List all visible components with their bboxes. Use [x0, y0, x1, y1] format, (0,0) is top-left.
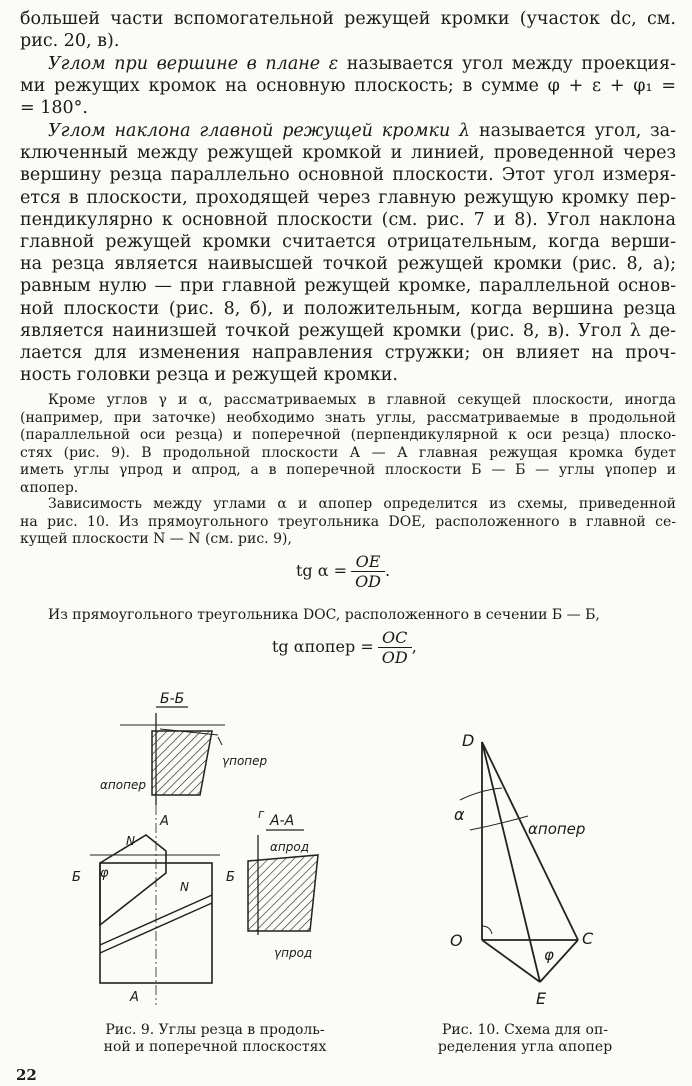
- paragraph-inclination-angle: [20, 120, 676, 386]
- label-a-bottom: А: [130, 990, 139, 1005]
- label-b-right: Б: [226, 870, 235, 885]
- formula-denominator: OD: [381, 648, 408, 667]
- text-line: на рис. 10. Из прямоугольного треугольника DOE, расположенного в главной се-: [20, 513, 676, 530]
- text-line: ность головки резца и режущей кромки.: [20, 365, 398, 386]
- label-section-bb: Б-Б: [160, 691, 185, 707]
- arc-alpha-poper: [470, 816, 528, 830]
- term-apex-angle: Углом при вершине в плане ε: [48, 54, 339, 74]
- figure-10-caption: Рис. 10. Схема для оп- ределения угла αпопер: [437, 1022, 613, 1055]
- paragraph-continuation: [20, 8, 676, 52]
- label-n-bottom: N: [180, 880, 189, 894]
- label-d: D: [462, 731, 475, 750]
- formula-tg-alpha-poper: tg αпопер = $\frac{OC}{OD}$ ,: [272, 628, 417, 667]
- text-line: кущей плоскости N — N (см. рис. 9),: [20, 531, 292, 548]
- formula-tg-alpha: tg α = $\frac{OE}{OD}$ .: [296, 552, 391, 591]
- label-alpha-poper: αпопер: [528, 820, 586, 838]
- text-line: равным нулю — при главной режущей кромке, параллельной основ-: [20, 276, 676, 297]
- figure-9-caption: Рис. 9. Углы резца в продоль- ной и поперечной плоскостях: [103, 1022, 327, 1055]
- text-line: является наинизшей точкой режущей кромки (рис. 8, в). Угол λ де-: [20, 320, 676, 341]
- text-line: главной режущей кромки считается отрицательным, когда верши-: [20, 232, 676, 253]
- label-gamma-poper: γпопер: [222, 754, 268, 768]
- label-n-top: N: [126, 834, 135, 848]
- label-section-aa: А-А: [270, 813, 295, 829]
- text-line: рис. 20, в).: [20, 31, 120, 52]
- label-lambda-mark: г: [258, 807, 265, 821]
- text-line: вершину резца параллельно основной плоскости. Этот угол измеря-: [20, 165, 676, 186]
- figure-10-scheme: [440, 720, 620, 1010]
- label-alpha: α: [454, 805, 465, 824]
- arc-gamma-poper: [218, 737, 222, 745]
- formula-fraction: [378, 628, 412, 667]
- text-line: лается для изменения направления стружки; он влияет на проч-: [20, 343, 676, 364]
- text-line: Углом при вершине в плане ε называется угол между проекция-: [48, 54, 676, 74]
- text-line: (параллельной оси резца) и поперечной (перпендикулярной к оси резца) плоско-: [20, 427, 676, 444]
- label-alpha-prod: αпрод: [270, 840, 310, 854]
- formula-fraction: [351, 552, 385, 591]
- text-line: Зависимость между углами α и αпопер определится из схемы, приведенной: [48, 496, 676, 512]
- label-alpha-poper: αпопер: [100, 778, 146, 792]
- text-line: ключенный между режущей кромкой и линией, проведенной через: [20, 143, 676, 164]
- text-line: на резца является наивысшей точкой режущей кромки (рис. 8, а);: [20, 254, 676, 275]
- paragraph-dependency: [20, 496, 676, 549]
- label-phi: φ: [544, 946, 554, 964]
- formula-numerator: OE: [351, 552, 385, 572]
- formula-lhs: tg αпопер =: [272, 637, 374, 656]
- formula-lhs: tg α =: [296, 561, 348, 580]
- label-b-left: Б: [72, 870, 81, 885]
- label-a-top: А: [160, 814, 169, 829]
- label-c: C: [582, 929, 594, 948]
- line-dc: [482, 742, 578, 940]
- label-phi: φ: [100, 866, 109, 881]
- text-line: ми режущих кромок на основную плоскость; в сумме φ + ε + φ₁ =: [20, 76, 676, 97]
- text-line: большей части вспомогательной режущей кромки (участок dc, см.: [20, 9, 676, 29]
- label-e: E: [536, 989, 547, 1008]
- page-number: 22: [16, 1066, 37, 1084]
- text-line: Углом наклона главной режущей кромки λ называется угол, за-: [48, 121, 676, 141]
- label-o: O: [450, 931, 463, 950]
- text-line: Из прямоугольного треугольника DOC, расположенного в сечении Б — Б,: [48, 607, 600, 623]
- right-angle-mark: [482, 926, 492, 934]
- paragraph-apex-angle: [20, 53, 676, 120]
- text-line: иметь углы γпрод и αпрод, а в поперечной плоскости Б — Б — углы γпопер и: [20, 462, 676, 479]
- text-line: ной плоскости (рис. 8, б), и положительным, когда вершина резца: [20, 298, 676, 319]
- paragraph-triangle-doc: [20, 607, 676, 625]
- text-line: Кроме углов γ и α, рассматриваемых в главной секущей плоскости, иногда: [48, 392, 676, 408]
- term-inclination-angle: Углом наклона главной режущей кромки λ: [48, 121, 471, 141]
- section-aa-hatched: [248, 855, 318, 931]
- figure-9-cutter-angles: [60, 685, 350, 1015]
- formula-denominator: OD: [355, 572, 382, 591]
- section-bb-hatched: [152, 731, 212, 795]
- paragraph-other-angles: [20, 392, 676, 498]
- text-line: стях (рис. 9). В продольной плоскости А — А главная режущая кромка будет: [20, 444, 676, 461]
- label-gamma-prod: γпрод: [274, 946, 313, 960]
- formula-numerator: OC: [378, 628, 412, 648]
- text-line: пендикулярно к основной плоскости (см. рис. 7 и 8). Угол наклона: [20, 209, 676, 230]
- text-line: ется в плоскости, проходящей через главную режущую кромку пер-: [20, 187, 676, 208]
- text-line: = 180°.: [20, 98, 88, 119]
- text-line: (например, при заточке) необходимо знать углы, рассматриваемые в продольной: [20, 409, 676, 426]
- text-line: αпопер.: [20, 479, 79, 496]
